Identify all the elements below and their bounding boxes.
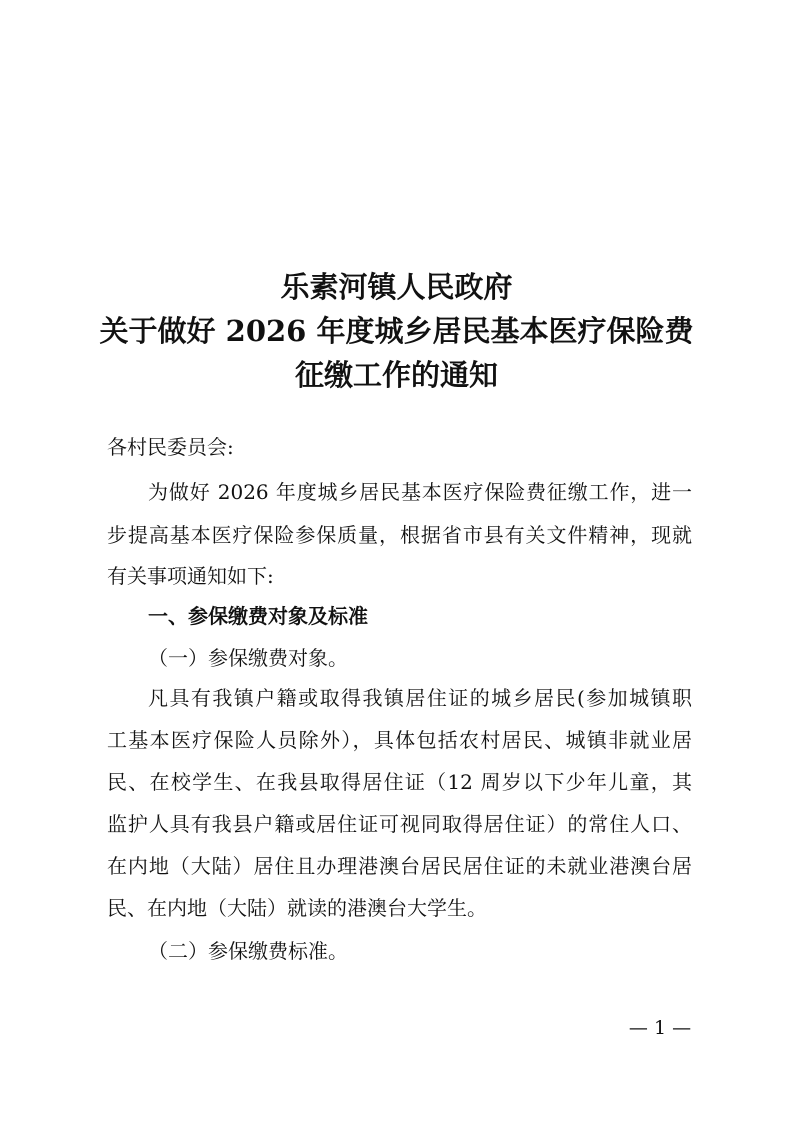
document-title-line-3: 征缴工作的通知 <box>294 358 498 392</box>
section-heading-1: 一、参保缴费对象及标准 <box>148 604 368 628</box>
paragraph-line-2: 工基本医疗保险人员除外），具体包括农村居民、城镇非就业居 <box>107 728 692 752</box>
subsection-heading-2: （二）参保缴费标准。 <box>148 939 348 963</box>
intro-line-3: 有关事项通知如下: <box>107 564 274 588</box>
intro-line-1: 为做好 2026 年度城乡居民基本医疗保险费征缴工作，进一 <box>148 480 692 504</box>
paragraph-line-3: 民、在校学生、在我县取得居住证（12 周岁以下少年儿童，其 <box>107 770 692 794</box>
paragraph-line-6: 民、在内地（大陆）就读的港澳台大学生。 <box>107 896 487 920</box>
document-title-line-2: 关于做好 2026 年度城乡居民基本医疗保险费 <box>99 314 694 348</box>
subsection-heading-1: （一）参保缴费对象。 <box>148 646 348 670</box>
document-title-line-1: 乐素河镇人民政府 <box>280 270 513 304</box>
page-number: — 1 — <box>628 1017 692 1039</box>
intro-line-2: 步提高基本医疗保险参保质量，根据省市县有关文件精神，现就 <box>107 523 692 547</box>
paragraph-line-5: 在内地（大陆）居住且办理港澳台居民居住证的未就业港澳台居 <box>107 854 692 878</box>
paragraph-line-4: 监护人具有我县户籍或居住证可视同取得居住证）的常住人口、 <box>107 812 692 836</box>
paragraph-line-1: 凡具有我镇户籍或取得我镇居住证的城乡居民(参加城镇职 <box>148 686 692 710</box>
salutation: 各村民委员会: <box>107 435 234 459</box>
